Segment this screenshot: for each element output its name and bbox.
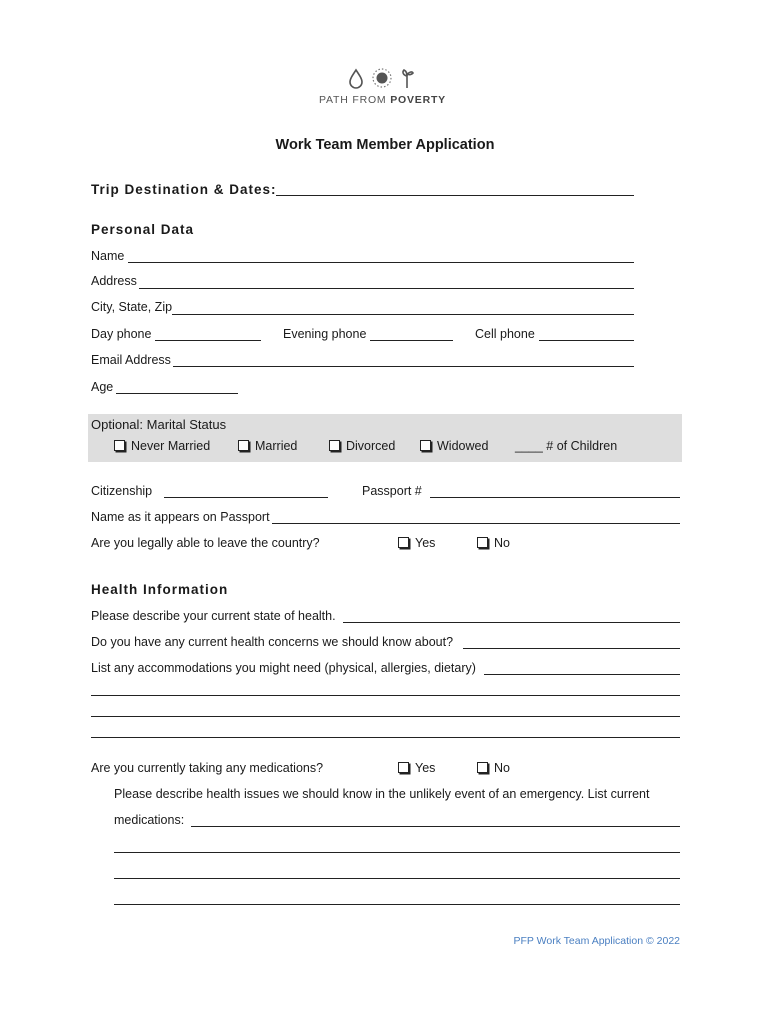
- name-field[interactable]: [128, 262, 634, 263]
- checkbox-icon[interactable]: [420, 440, 431, 451]
- option-married[interactable]: [238, 439, 297, 453]
- checkbox-icon[interactable]: [477, 762, 488, 773]
- checkbox-icon[interactable]: [329, 440, 340, 451]
- yes-label: Yes: [415, 761, 436, 775]
- health-state-label: Please describe your current state of health.: [91, 609, 336, 623]
- logo-icons: [316, 66, 456, 92]
- yes-label: Yes: [415, 536, 436, 550]
- accommodations-field[interactable]: [484, 674, 680, 675]
- city-label: City, State, Zip: [91, 300, 173, 314]
- medications-yes[interactable]: [398, 761, 435, 775]
- current-meds-line-4[interactable]: [114, 904, 680, 905]
- option-label: Married: [255, 439, 298, 453]
- checkbox-icon[interactable]: [238, 440, 249, 451]
- checkbox-icon[interactable]: [477, 537, 488, 548]
- age-field[interactable]: [116, 393, 238, 394]
- water-drop-icon: [350, 70, 362, 88]
- no-label: No: [494, 761, 510, 775]
- health-heading: Health Information: [91, 582, 229, 597]
- citizenship-field[interactable]: [164, 497, 328, 498]
- children-count[interactable]: [515, 439, 617, 453]
- children-blank[interactable]: ____: [515, 439, 543, 453]
- option-never-married[interactable]: [114, 439, 210, 453]
- leave-country-yes[interactable]: [398, 536, 435, 550]
- accommodations-line-3[interactable]: [91, 716, 680, 717]
- emergency-text: Please describe health issues we should know in the unlikely event of an emergency. List current: [114, 787, 650, 801]
- personal-heading: Personal Data: [91, 222, 195, 237]
- current-meds-line-2[interactable]: [114, 852, 680, 853]
- marital-label: Optional: Marital Status: [91, 417, 227, 432]
- logo: [316, 66, 456, 110]
- city-field[interactable]: [172, 314, 634, 315]
- passport-name-label: Name as it appears on Passport: [91, 510, 270, 524]
- option-label: Divorced: [346, 439, 396, 453]
- current-meds-field[interactable]: [191, 826, 680, 827]
- sprout-icon: [403, 70, 413, 88]
- option-widowed[interactable]: [420, 439, 488, 453]
- health-concerns-field[interactable]: [463, 648, 680, 649]
- option-label: Widowed: [437, 439, 489, 453]
- children-label: # of Children: [546, 439, 618, 453]
- accommodations-line-4[interactable]: [91, 737, 680, 738]
- address-label: Address: [91, 274, 137, 288]
- cell-phone-field[interactable]: [539, 340, 634, 341]
- option-label: Never Married: [131, 439, 211, 453]
- passport-label: Passport #: [362, 484, 422, 498]
- trip-label: Trip Destination & Dates:: [91, 182, 277, 197]
- health-concerns-label: Do you have any current health concerns we should know about?: [91, 635, 454, 649]
- age-label: Age: [91, 380, 114, 394]
- email-label: Email Address: [91, 353, 171, 367]
- accommodations-label: List any accommodations you might need (physical, allergies, dietary): [91, 661, 476, 675]
- checkbox-icon[interactable]: [398, 537, 409, 548]
- checkbox-icon[interactable]: [114, 440, 125, 451]
- logo-text-light: PATH FROM: [319, 94, 387, 106]
- current-meds-line-3[interactable]: [114, 878, 680, 879]
- day-phone-field[interactable]: [155, 340, 261, 341]
- footer-text: PFP Work Team Application © 2022: [513, 935, 680, 947]
- checkbox-icon[interactable]: [398, 762, 409, 773]
- cell-phone-label: Cell phone: [475, 327, 535, 341]
- email-field[interactable]: [173, 366, 634, 367]
- option-divorced[interactable]: [329, 439, 395, 453]
- evening-phone-label: Evening phone: [283, 327, 367, 341]
- sun-icon: [373, 69, 391, 87]
- passport-name-field[interactable]: [272, 523, 680, 524]
- passport-field[interactable]: [430, 497, 680, 498]
- medications-no[interactable]: [477, 761, 510, 775]
- trip-field[interactable]: [276, 195, 634, 196]
- day-phone-label: Day phone: [91, 327, 152, 341]
- name-label: Name: [91, 249, 125, 263]
- accommodations-line-2[interactable]: [91, 695, 680, 696]
- evening-phone-field[interactable]: [370, 340, 453, 341]
- medications-label: Are you currently taking any medications?: [91, 761, 324, 775]
- logo-text-bold: POVERTY: [390, 94, 446, 106]
- citizenship-label: Citizenship: [91, 484, 153, 498]
- form-title: Work Team Member Application: [275, 137, 495, 153]
- current-meds-label: medications:: [114, 813, 185, 827]
- address-field[interactable]: [139, 288, 634, 289]
- leave-country-label: Are you legally able to leave the country?: [91, 536, 320, 550]
- health-state-field[interactable]: [343, 622, 680, 623]
- no-label: No: [494, 536, 510, 550]
- leave-country-no[interactable]: [477, 536, 510, 550]
